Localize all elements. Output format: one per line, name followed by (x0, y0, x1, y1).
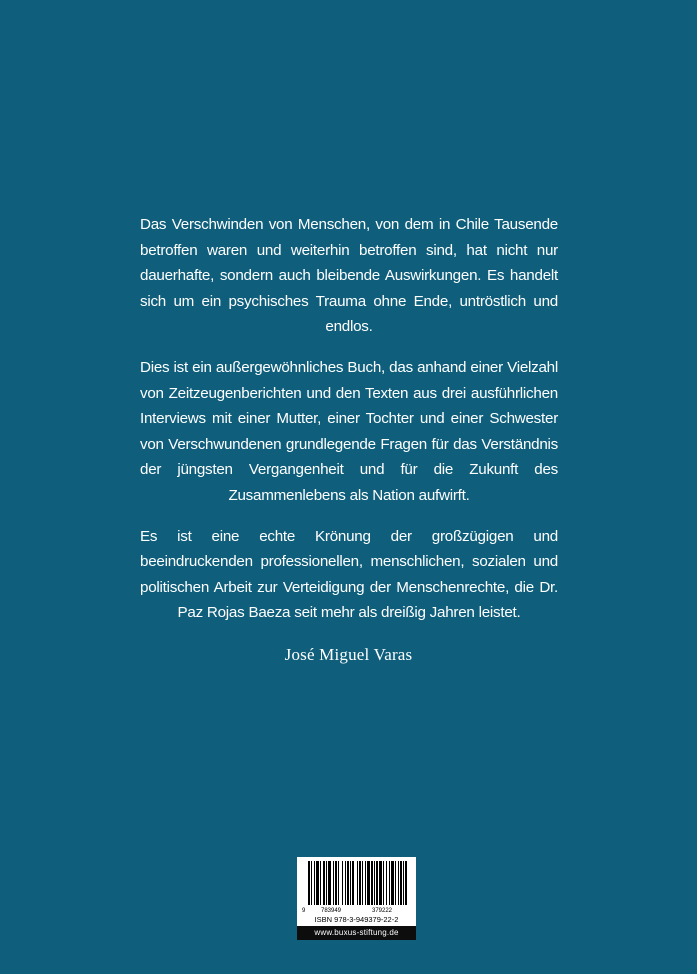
barcode-bar (350, 861, 351, 905)
barcode-digits-right: 379222 (371, 908, 393, 914)
barcode-bar (391, 861, 394, 905)
barcode-bar (367, 861, 370, 905)
isbn-number: ISBN 978-3-949379-22-2 (314, 915, 399, 924)
barcode-bar (376, 861, 378, 905)
publisher-website: www.buxus-stiftung.de (297, 926, 416, 940)
barcode-bar (365, 861, 366, 905)
barcode-bar (342, 861, 343, 905)
barcode-bar (320, 861, 321, 905)
barcode-bar (316, 861, 319, 905)
barcode-bar (383, 861, 384, 905)
barcode-bar (395, 861, 396, 905)
barcode-bar (345, 861, 346, 905)
blurb-paragraph-3: Es ist eine echte Krönung der großzügigen und beeindruckenden professionellen, menschlichen, sozialen und politischen Arbeit zur Verteidigung der Menschenrechte, die Dr. Paz Rojas Baeza seit mehr als dreißig Jahren leistet. (140, 527, 558, 622)
barcode-bar (371, 861, 373, 905)
barcode-bar (338, 861, 339, 905)
barcode-bar (374, 861, 375, 905)
barcode-bar (333, 861, 334, 905)
barcode-bars (297, 857, 416, 915)
barcode-bar (314, 861, 315, 905)
barcode-bar (403, 861, 404, 905)
isbn-barcode (297, 857, 416, 926)
barcode-bar (308, 861, 310, 905)
barcode-bar (328, 861, 331, 905)
barcode-bar (326, 861, 327, 905)
barcode-bar (405, 861, 407, 905)
blurb-paragraph-1: Das Verschwinden von Menschen, von dem in Chile Tausende betroffen waren und weiterhin betroffen sind, hat nicht nur dauerhafte, sondern auch bleibende Auswirkungen. Es handelt sich um ein psychisches Trauma ohne Ende, untröstlich und endlos. (140, 216, 558, 336)
barcode-bar (311, 861, 312, 905)
barcode-bar (386, 861, 387, 905)
barcode-bar (379, 861, 382, 905)
barcode-bar (398, 861, 399, 905)
blurb-paragraph-2: Dies ist ein außergewöhnliches Buch, das anhand einer Vielzahl von Zeitzeugenberichten und den Texten aus drei ausführlichen Interviews mit einer Mutter, einer Tochter und einer Schwester von Verschwundenen grundlegende Fragen für das Verständnis der jüngsten Vergangenheit und für die Zukunft des Zusammenlebens als Nation aufwirft. (140, 358, 558, 504)
barcode-bar (352, 861, 354, 905)
barcode-bar (347, 861, 349, 905)
barcode-bar (362, 861, 363, 905)
barcode-digit-first: 9 (302, 908, 306, 914)
barcode-bar (357, 861, 358, 905)
blurb-text (140, 212, 558, 641)
barcode-bar (335, 861, 337, 905)
barcode-bar (359, 861, 361, 905)
barcode-bar (389, 861, 390, 905)
barcode-bar (400, 861, 402, 905)
barcode-digits-left: 783949 (320, 908, 342, 914)
author-name: José Miguel Varas (284, 645, 413, 664)
barcode-bar (323, 861, 325, 905)
